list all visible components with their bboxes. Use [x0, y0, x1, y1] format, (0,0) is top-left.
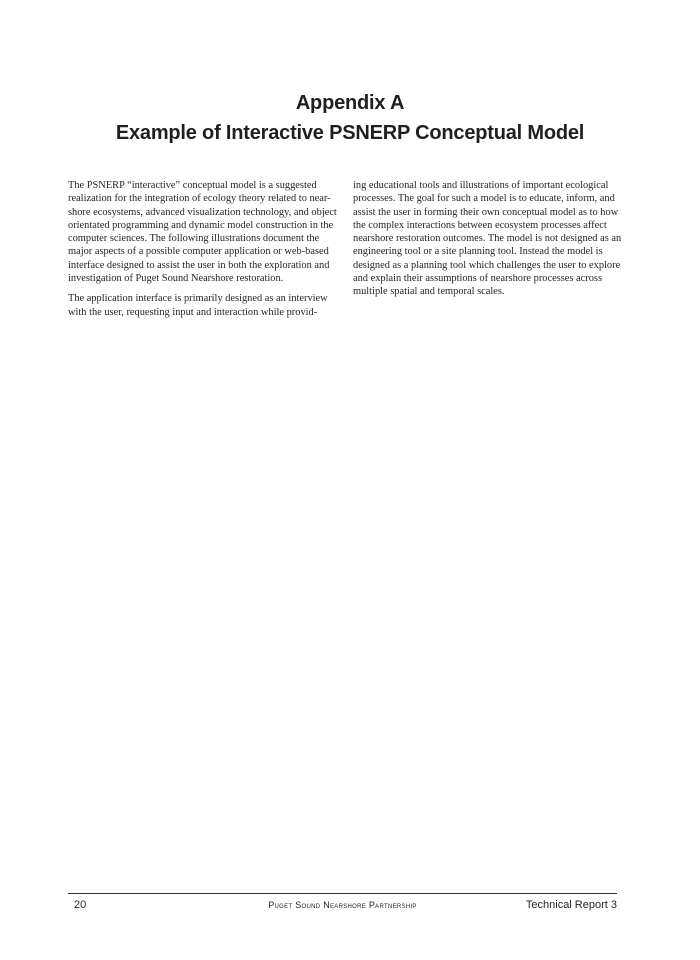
appendix-heading: Appendix A — [295, 92, 405, 114]
right-column — [353, 179, 629, 306]
footer-report-title: Technical Report 3 — [525, 899, 617, 911]
left-column — [68, 179, 344, 326]
appendix-subtitle: Example of Interactive PSNERP Conceptual Model — [115, 122, 585, 144]
footer-organization: Puget Sound Nearshore Partnership — [268, 900, 417, 910]
page-title — [0, 88, 700, 148]
paragraph-interface: The application interface is primarily designed as an interview with the user, requesting input and interaction while provid- — [68, 293, 328, 318]
page-footer — [68, 899, 617, 915]
page-number: 20 — [74, 899, 87, 911]
paragraph-continued: ing educational tools and illustrations of important ecological processes. The goal for such a model is to educate, inform, and assist the user in forming their own conceptual model as to how the complex interactions between ecosystem processes affect nearshore restoration outcomes. The model is not designed as an engineering tool or a site planning tool. Instead the model is designed as a planning tool which challenges the user to explore and explain their assumptions of nearshore processes across multiple spatial and temporal scales. — [353, 180, 622, 298]
footer-divider — [68, 893, 617, 894]
paragraph-intro: The PSNERP “interactive” conceptual model is a suggested realization for the integration of ecology theory related to near-shore ecosystems, advanced visualization technology, and object orientated programming and dynamic model construction in the computer sciences. The following illustrations document the major aspects of a possible computer application or web-based interface designed to assist the user in both the exploration and investigation of Puget Sound Nearshore restoration. — [68, 180, 337, 285]
